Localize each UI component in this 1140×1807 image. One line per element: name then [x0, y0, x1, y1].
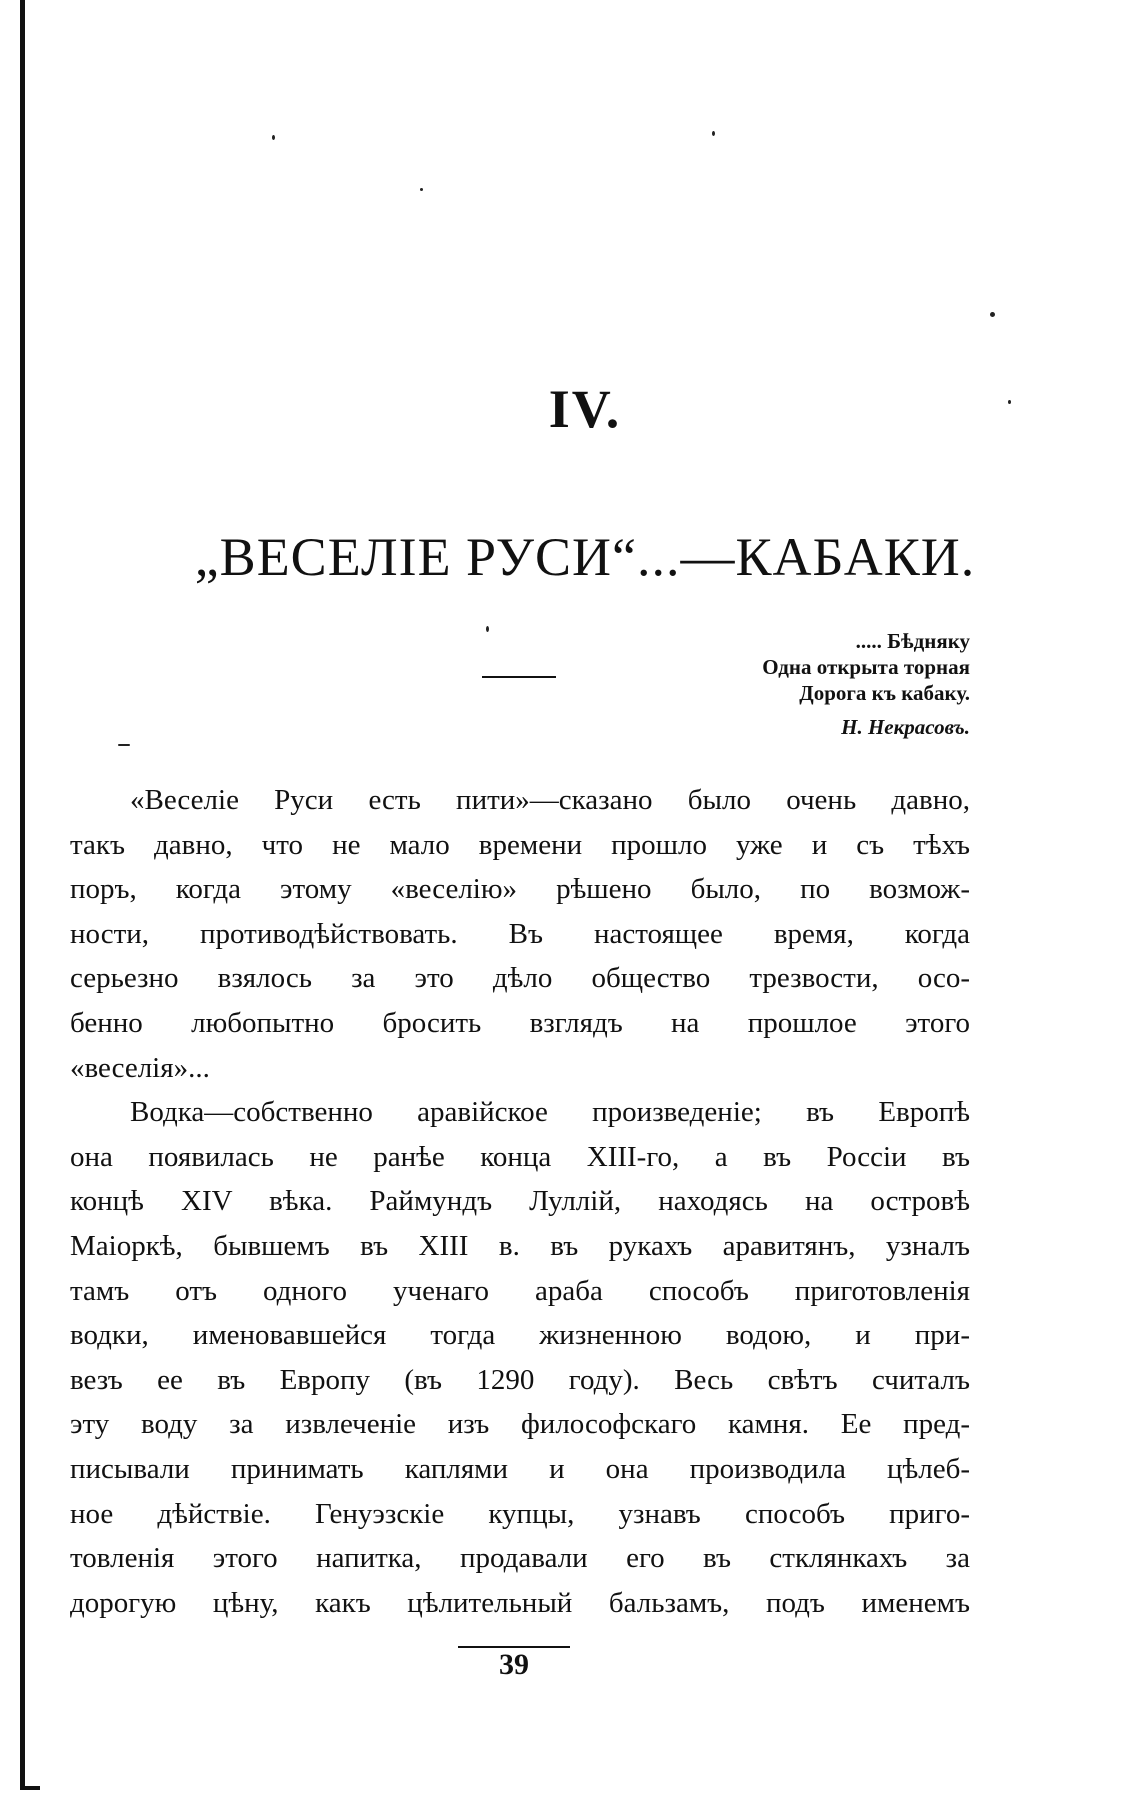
text-line: водки, именовавшейся тогда жизненною водою, и при- — [70, 1319, 970, 1352]
text-line: ное дѣйствіе. Генуэзскіе купцы, узнавъ способъ приго- — [70, 1497, 970, 1530]
print-speck — [118, 744, 130, 746]
text-line: концѣ XIV вѣка. Раймундъ Луллій, находясь на островѣ — [70, 1185, 970, 1218]
print-speck — [420, 188, 423, 191]
text-line: Водка—собственно аравійское произведеніе; въ Европѣ — [130, 1096, 970, 1129]
print-speck — [486, 626, 489, 632]
epigraph-line: ..... Бѣдняку — [855, 629, 970, 653]
epigraph-line: Дорога къ кабаку. — [799, 681, 970, 705]
text-line: она появилась не ранѣе конца XIII-го, а въ Россіи въ — [70, 1140, 970, 1173]
text-line: «Веселіе Руси есть пити»—сказано было очень давно, — [130, 784, 970, 816]
page-edge-bottom — [20, 1786, 40, 1790]
body-text — [70, 778, 970, 1625]
epigraph-dash — [482, 676, 556, 678]
text-line: писывали принимать каплями и она производила цѣлеб- — [70, 1452, 970, 1485]
text-line: ности, противодѣйствовать. Въ настоящее время, когда — [70, 917, 970, 950]
paragraph-2 — [70, 1090, 970, 1625]
page-edge-left — [20, 0, 25, 1790]
text-line: дорогую цѣну, какъ цѣлительный бальзамъ, подъ именемъ — [70, 1586, 970, 1619]
epigraph-line: Одна открыта торная — [762, 655, 970, 679]
text-line: серьезно взялось за это дѣло общество трезвости, осо- — [70, 962, 970, 995]
text-line: везъ ее въ Европу (въ 1290 году). Весь свѣтъ считалъ — [70, 1363, 970, 1396]
text-line: эту воду за извлеченіе изъ философскаго камня. Ее пред- — [70, 1408, 970, 1441]
text-line: Маіоркѣ, бывшемъ въ XIII в. въ рукахъ аравитянъ, узналъ — [70, 1229, 970, 1262]
epigraph — [720, 628, 970, 740]
text-line: бенно любопытно бросить взглядъ на прошлое этого — [70, 1006, 970, 1039]
text-line: товленія этого напитка, продавали его въ стклянкахъ за — [70, 1542, 970, 1575]
text-line: такъ давно, что не мало времени прошло уже и съ тѣхъ — [70, 828, 970, 861]
page-number: 39 — [499, 1648, 529, 1681]
text-line: поръ, когда этому «веселію» рѣшено было, по возмож- — [70, 873, 970, 906]
print-speck — [272, 135, 275, 140]
chapter-title: „ВЕСЕЛІЕ РУСИ“...—КАБАКИ. — [194, 527, 976, 587]
text-line: тамъ отъ одного ученаго араба способъ приготовленія — [70, 1274, 970, 1307]
print-speck — [712, 131, 715, 136]
paragraph-1 — [70, 778, 970, 1090]
epigraph-author: Н. Некрасовъ. — [841, 715, 970, 739]
print-speck — [990, 312, 995, 317]
text-line: «веселія»... — [70, 1051, 210, 1084]
chapter-number: IV. — [548, 379, 622, 439]
